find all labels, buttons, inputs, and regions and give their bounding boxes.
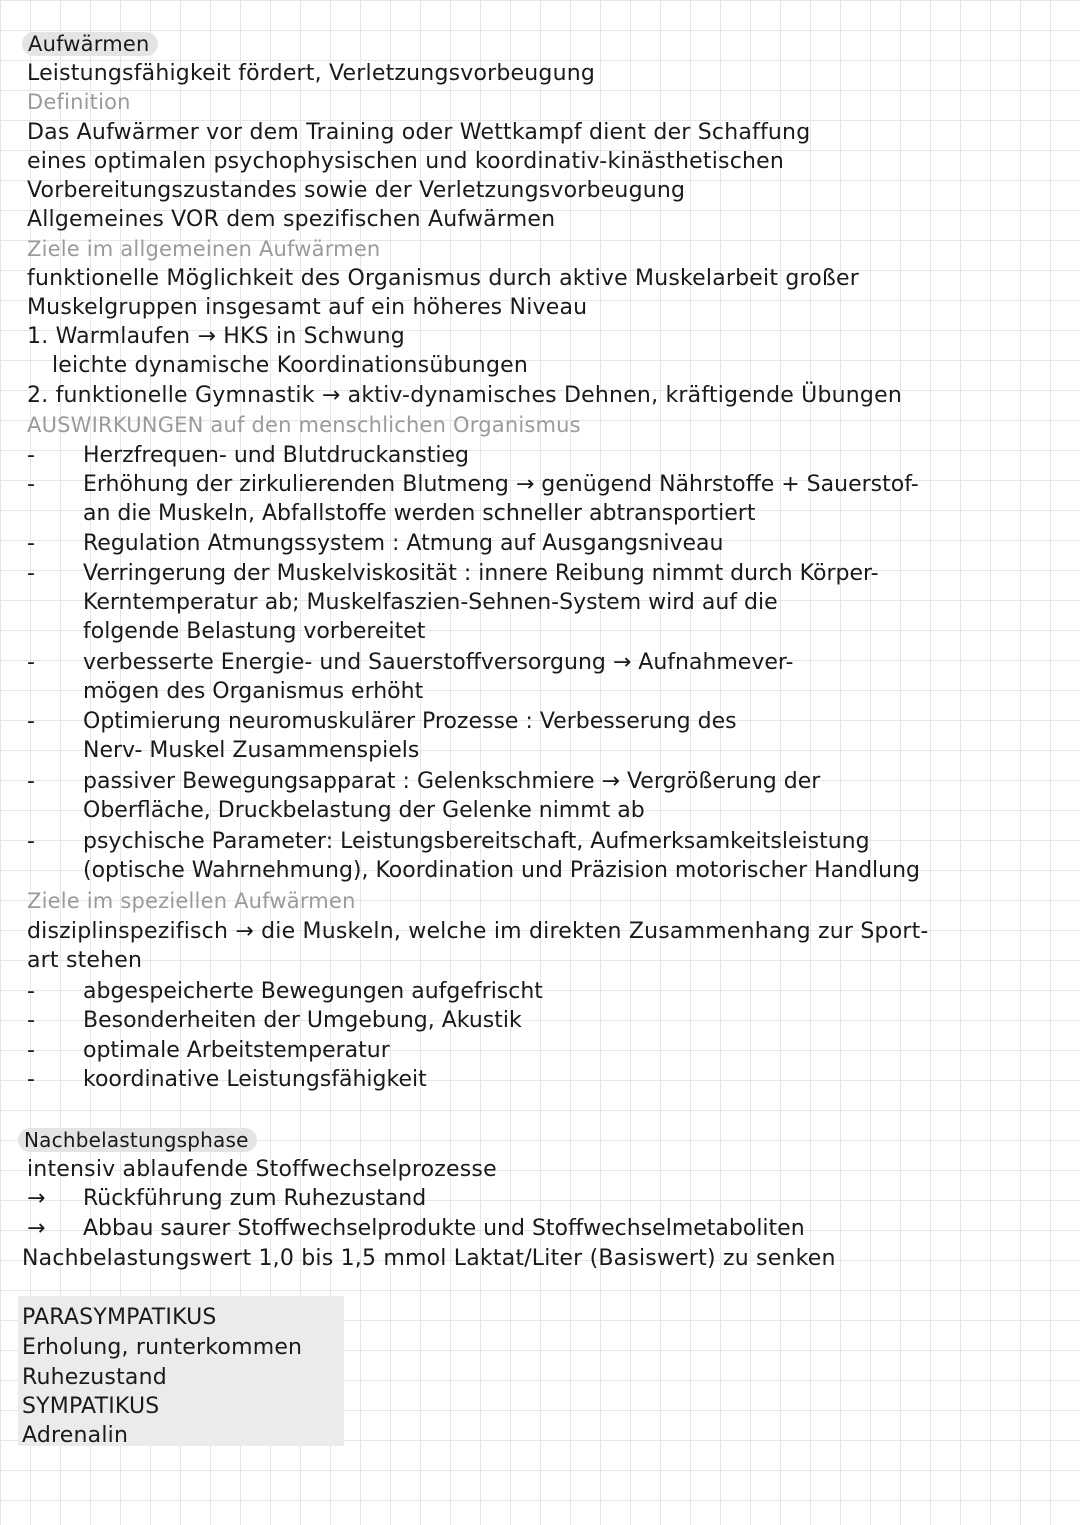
general-goals-step: 2. funktionelle Gymnastik → aktiv-dynamisches Dehnen, kräftigende Übungen <box>27 383 902 408</box>
aufwaermen-subtitle: Leistungsfähigkeit fördert, Verletzungsvorbeugung <box>27 61 596 86</box>
special-item: optimale Arbeitstemperatur <box>83 1038 390 1063</box>
bullet-dash: - <box>27 531 35 556</box>
nervensystem-line: Ruhezustand <box>22 1365 167 1390</box>
general-goals-step: 1. Warmlaufen → HKS in Schwung <box>27 324 405 349</box>
effects-heading: AUSWIRKUNGEN auf den menschlichen Organismus <box>27 413 581 437</box>
effect-item-cont: folgende Belastung vorbereitet <box>83 619 426 644</box>
effect-item: Erhöhung der zirkulierenden Blutmeng → genügend Nährstoffe + Sauerstof- <box>83 472 919 497</box>
definition-line: Vorbereitungszustandes sowie der Verletzungsvorbeugung <box>27 178 686 203</box>
bullet-dash: - <box>27 443 35 468</box>
general-goals-step-detail: leichte dynamische Koordinationsübungen <box>52 353 528 378</box>
effect-item: psychische Parameter: Leistungsbereitschaft, Aufmerksamkeitsleistung <box>83 829 870 854</box>
nervensystem-line: Adrenalin <box>22 1423 129 1448</box>
nachbelastung-item: Abbau saurer Stoffwechselprodukte und Stoffwechselmetaboliten <box>83 1216 805 1241</box>
effect-item: verbesserte Energie- und Sauerstoffversorgung → Aufnahmever- <box>83 650 794 675</box>
effect-item-cont: (optische Wahrnehmung), Koordination und Präzision motorischer Handlung <box>83 858 921 883</box>
section-title-aufwaermen: Aufwärmen <box>22 30 158 59</box>
effect-item: Verringerung der Muskelviskosität : innere Reibung nimmt durch Körper- <box>83 561 879 586</box>
bullet-dash: - <box>27 709 35 734</box>
effect-item: Herzfrequen- und Blutdruckanstieg <box>83 443 469 468</box>
general-goals-heading: Ziele im allgemeinen Aufwärmen <box>27 237 381 261</box>
nervensystem-line: SYMPATIKUS <box>22 1394 160 1419</box>
bullet-dash: - <box>27 561 35 586</box>
bullet-dash: - <box>27 769 35 794</box>
effect-item-cont: mögen des Organismus erhöht <box>83 679 424 704</box>
special-goals-line: disziplinspezifisch → die Muskeln, welche im direkten Zusammenhang zur Sport- <box>27 919 929 944</box>
effect-item-cont: Oberfläche, Druckbelastung der Gelenke nimmt ab <box>83 798 645 823</box>
definition-heading: Definition <box>27 90 131 114</box>
effect-item-cont: Kerntemperatur ab; Muskelfaszien-Sehnen-System wird auf die <box>83 590 778 615</box>
arrow-icon: → <box>27 1186 46 1211</box>
bullet-dash: - <box>27 650 35 675</box>
bullet-dash: - <box>27 979 35 1004</box>
bullet-dash: - <box>27 1067 35 1092</box>
bullet-dash: - <box>27 1038 35 1063</box>
special-item: abgespeicherte Bewegungen aufgefrischt <box>83 979 543 1004</box>
nervensystem-line: Erholung, runterkommen <box>22 1335 303 1360</box>
special-goals-line: art stehen <box>27 948 143 973</box>
special-goals-heading: Ziele im speziellen Aufwärmen <box>27 889 356 913</box>
effect-item: passiver Bewegungsapparat : Gelenkschmiere → Vergrößerung der <box>83 769 821 794</box>
effect-item: Optimierung neuromuskulärer Prozesse : Verbesserung des <box>83 709 737 734</box>
general-goals-line: funktionelle Möglichkeit des Organismus durch aktive Muskelarbeit großer <box>27 266 859 291</box>
special-item: koordinative Leistungsfähigkeit <box>83 1067 427 1092</box>
bullet-dash: - <box>27 1008 35 1033</box>
effect-item-cont: an die Muskeln, Abfallstoffe werden schneller abtransportiert <box>83 501 756 526</box>
nachbelastung-item: Rückführung zum Ruhezustand <box>83 1186 427 1211</box>
nachbelastung-intro: intensiv ablaufende Stoffwechselprozesse <box>27 1157 497 1182</box>
definition-line: eines optimalen psychophysischen und koordinativ-kinästhetischen <box>27 149 785 174</box>
special-item: Besonderheiten der Umgebung, Akustik <box>83 1008 522 1033</box>
bullet-dash: - <box>27 472 35 497</box>
bullet-dash: - <box>27 829 35 854</box>
nachbelastung-value-line: Nachbelastungswert 1,0 bis 1,5 mmol Laktat/Liter (Basiswert) zu senken <box>22 1246 836 1271</box>
general-goals-line: Muskelgruppen insgesamt auf ein höheres Niveau <box>27 295 588 320</box>
nervensystem-line: PARASYMPATIKUS <box>22 1305 217 1330</box>
effect-item: Regulation Atmungssystem : Atmung auf Ausgangsniveau <box>83 531 724 556</box>
arrow-icon: → <box>27 1216 46 1241</box>
definition-line: Allgemeines VOR dem spezifischen Aufwärmen <box>27 207 556 232</box>
section-title-nachbelastung: Nachbelastungsphase <box>18 1126 257 1155</box>
definition-line: Das Aufwärmer vor dem Training oder Wettkampf dient der Schaffung <box>27 120 811 145</box>
effect-item-cont: Nerv- Muskel Zusammenspiels <box>83 738 420 763</box>
